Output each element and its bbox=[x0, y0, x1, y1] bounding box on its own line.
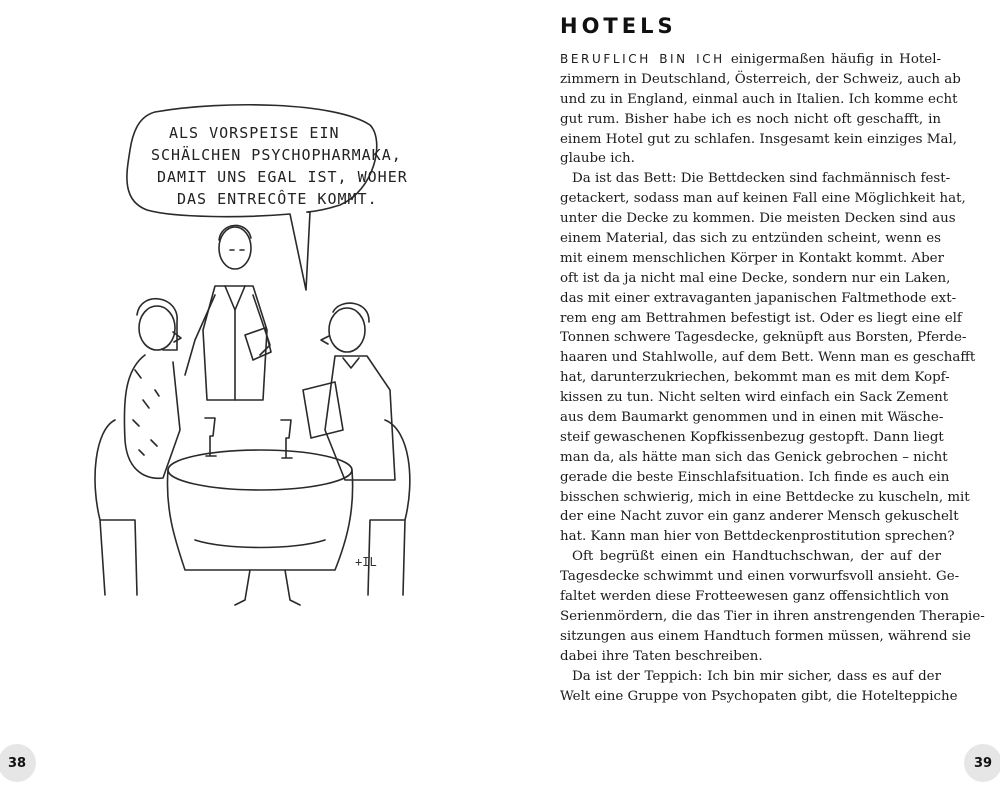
lead-in: BERUFLICH BIN ICH bbox=[560, 52, 725, 66]
text-line: man da, als hätte man sich das Genick gebrochen – nicht bbox=[560, 449, 948, 465]
text-line: haaren und Stahlwolle, auf dem Bett. Wenn man es geschafft bbox=[560, 350, 976, 366]
text-line: gut rum. Bisher habe ich es noch nicht oft geschafft, in bbox=[560, 111, 941, 127]
text-line: steif gewaschenen Kopfkissenbezug gestopft. Dann liegt bbox=[560, 429, 944, 445]
text-line: hat, darunterzukriechen, bekommt man es mit dem Kopf- bbox=[560, 370, 950, 386]
text-line: Serienmördern, die das Tier in ihren anstrengenden Therapie- bbox=[560, 608, 985, 624]
text-line: unter die Decke zu kommen. Die meisten Decken sind aus bbox=[560, 211, 956, 227]
text-line: einem Hotel gut zu schlafen. Insgesamt kein einziges Mal, bbox=[560, 131, 958, 147]
text-line: BERUFLICH BIN ICH einigermaßen häufig in Hotel- bbox=[560, 52, 941, 67]
text-line: zimmern in Deutschland, Österreich, der Schweiz, auch ab bbox=[560, 71, 961, 87]
text-line: der eine Nacht zuvor ein ganz anderer Mensch gekuschelt bbox=[560, 509, 959, 525]
speech-line: SCHÄLCHEN PSYCHOPHARMAKA, bbox=[151, 146, 402, 164]
cartoon-illustration bbox=[85, 100, 425, 620]
text-line: aus dem Baumarkt genommen und in einen mit Wäsche- bbox=[560, 410, 944, 426]
chapter-title: HOTELS bbox=[560, 14, 677, 38]
text-line: einem Material, das sich zu entzünden scheint, wenn es bbox=[560, 231, 941, 247]
text-line: und zu in England, einmal auch in Italien. Ich komme echt bbox=[560, 91, 958, 107]
text-line: hat. Kann man hier von Bettdeckenprostitution sprechen? bbox=[560, 529, 955, 545]
text-line: glaube ich. bbox=[560, 151, 635, 167]
text-line: Welt eine Gruppe von Psychopaten gibt, die Hotelteppiche bbox=[560, 688, 958, 704]
speech-bubble-text bbox=[85, 100, 425, 220]
text-line: das mit einer extravaganten japanischen Faltmethode ext- bbox=[560, 290, 957, 306]
text-line: sitzungen aus einem Handtuch formen müssen, während sie bbox=[560, 628, 971, 644]
text-line: rem eng am Bettrahmen befestigt ist. Oder es liegt eine elf bbox=[560, 310, 962, 326]
text-line: kissen zu tun. Nicht selten wird einfach ein Sack Zement bbox=[560, 390, 949, 406]
speech-line: DAMIT UNS EGAL IST, WOHER bbox=[157, 168, 408, 186]
body-text bbox=[560, 50, 985, 706]
text-line: bisschen schwierig, mich in eine Bettdecke zu kuscheln, mit bbox=[560, 489, 970, 505]
text-line: Da ist der Teppich: Ich bin mir sicher, dass es auf der bbox=[572, 668, 941, 684]
page-number-right: 39 bbox=[964, 744, 1000, 782]
text-line: faltet werden diese Frotteewesen ganz offensichtlich von bbox=[560, 589, 950, 605]
text-line: getackert, sodass man auf keinen Fall eine Möglichkeit hat, bbox=[560, 191, 966, 207]
text-line: gerade die beste Einschlafsituation. Ich finde es auch ein bbox=[560, 469, 950, 485]
page-number-left: 38 bbox=[0, 744, 36, 782]
text-line: oft ist da ja nicht mal eine Decke, sondern nur ein Laken, bbox=[560, 270, 951, 286]
speech-line: ALS VORSPEISE EIN bbox=[169, 124, 340, 142]
text-line: mit einem menschlichen Körper in Kontakt kommt. Aber bbox=[560, 250, 944, 266]
text-line: Da ist das Bett: Die Bettdecken sind fachmännisch fest- bbox=[572, 171, 951, 187]
text-line: dabei ihre Taten beschreiben. bbox=[560, 648, 763, 664]
text-line: Tonnen schwere Tagesdecke, geknüpft aus Borsten, Pferde- bbox=[560, 330, 967, 346]
right-page bbox=[500, 0, 1000, 800]
speech-line: DAS ENTRECÔTE KOMMT. bbox=[177, 190, 378, 208]
artist-signature: +IL bbox=[355, 555, 377, 569]
text-line: Tagesdecke schwimmt und einen vorwurfsvoll ansieht. Ge- bbox=[560, 569, 960, 585]
text-line: Oft begrüßt einen ein Handtuchschwan, der auf der bbox=[572, 549, 941, 565]
